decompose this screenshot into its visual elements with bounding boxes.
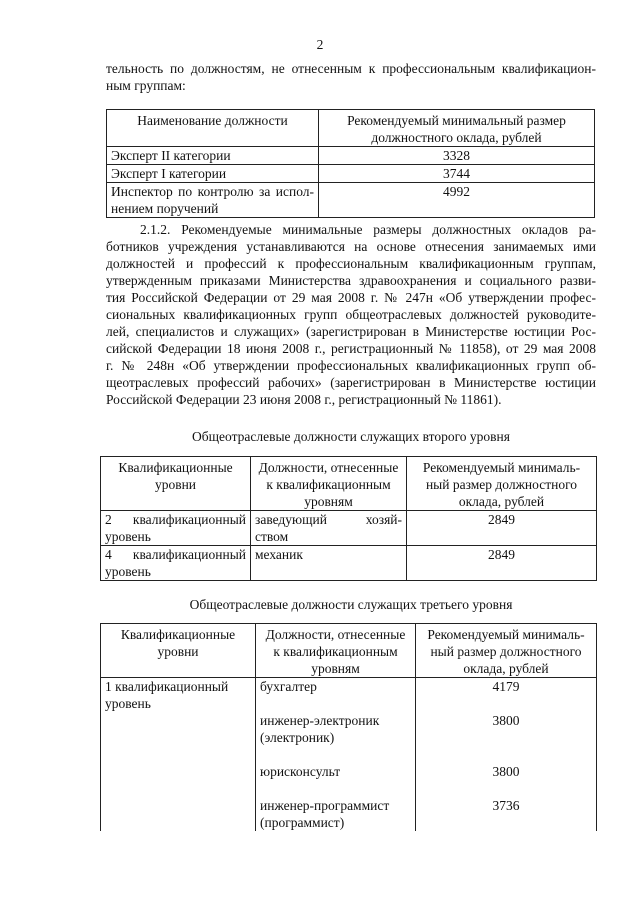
column-header	[101, 624, 256, 678]
table-row	[101, 546, 597, 581]
paragraph-line: ботников учреждения устанавливаются на основе отнесения занимаемых ими	[106, 239, 596, 254]
column-header	[416, 624, 597, 678]
position-cell	[256, 678, 416, 832]
header-line: Квалификационные	[118, 460, 233, 475]
paragraph-line: сиональных квалификационных групп общеотраслевых должностей руководите-	[106, 307, 596, 322]
intro-text	[106, 60, 596, 94]
level-cell	[101, 678, 256, 832]
header-line: оклада, рублей	[463, 661, 549, 676]
column-header: Наименование должности	[107, 110, 319, 147]
table-row	[107, 147, 595, 165]
salary-value: 3800	[492, 764, 520, 779]
table-row	[107, 183, 595, 218]
level-cell	[101, 511, 251, 546]
column-header	[256, 624, 416, 678]
header-line: уровням	[304, 494, 353, 509]
column-header	[251, 457, 407, 511]
cell-line: юрисконсульт	[260, 764, 341, 779]
cell-line: механик	[255, 547, 303, 562]
cell-line: (программист)	[260, 815, 345, 830]
position-cell	[251, 511, 407, 546]
salary-cell: 2849	[407, 546, 597, 581]
paragraph-line: сийской Федерации 18 июня 2008 г., регистрационный № 11858), от 29 мая 2008	[106, 341, 596, 356]
cell-line: бухгалтер	[260, 679, 317, 694]
header-line: уровням	[311, 661, 360, 676]
intro-line: ным группам:	[106, 78, 186, 93]
page-number: 2	[316, 37, 324, 52]
paragraph-line: лей, специалистов и служащих» (зарегистрирован в Министерстве юстиции Рос-	[106, 324, 596, 339]
level-cell	[101, 546, 251, 581]
table-row	[101, 678, 597, 832]
table-row	[107, 165, 595, 183]
header-line: к квалификационным	[273, 644, 398, 659]
paragraph-line: 2.1.2. Рекомендуемые минимальные размеры должностных окладов ра-	[140, 222, 596, 237]
position-cell: Эксперт I категории	[107, 165, 319, 183]
paragraph-line: тия Российской Федерации от 29 мая 2008 г. № 247н «Об утверждении профес-	[106, 290, 596, 305]
body-paragraph	[106, 221, 596, 408]
table-header-row	[101, 457, 597, 511]
table-row	[101, 511, 597, 546]
position-cell	[251, 546, 407, 581]
header-line: Рекомендуемый минималь-	[422, 460, 581, 475]
header-line: Рекомендуемый минималь-	[427, 627, 585, 642]
cell-line: инженер-программист	[260, 798, 390, 813]
header-line: ный размер должностного	[425, 477, 578, 492]
header-line: оклада, рублей	[458, 494, 545, 509]
position-cell	[107, 183, 319, 218]
salary-value: 3736	[492, 798, 520, 813]
cell-line: нением поручений	[111, 201, 219, 216]
section-heading: Общеотраслевые должности служащих третьего уровня	[189, 597, 513, 612]
salary-cell: 2849	[407, 511, 597, 546]
salary-cell: 3744	[319, 165, 595, 183]
salary-value: 4179	[492, 679, 520, 694]
salary-value: 3800	[492, 713, 520, 728]
paragraph-line: утвержденным приказами Министерства здравоохранения и социального разви-	[106, 273, 596, 288]
cell-line: 1 квалификационный	[105, 679, 229, 694]
paragraph-line: г. № 248н «Об утверждении профессиональных квалификационных групп об-	[106, 358, 596, 373]
cell-line: заведующий хозяй-	[255, 512, 402, 527]
salary-cell	[416, 678, 597, 832]
second-level-table	[100, 456, 597, 581]
header-line: уровни	[157, 644, 199, 659]
paragraph-line: щеотраслевых профессий рабочих» (зарегистрирован в Министерстве юстиции	[106, 375, 596, 390]
cell-line: уровень	[105, 564, 151, 579]
column-header: Рекомендуемый минимальный размер должностного оклада, рублей	[319, 110, 595, 147]
header-line: Должности, отнесенные	[265, 627, 406, 642]
cell-line: уровень	[105, 529, 151, 544]
cell-line: 2 квалификационный	[105, 512, 246, 527]
salary-cell: 4992	[319, 183, 595, 218]
salary-cell: 3328	[319, 147, 595, 165]
third-level-table	[100, 623, 597, 831]
paragraph-line: должностей и профессий к профессиональным квалификационным группам,	[106, 256, 596, 271]
header-line: Квалификационные	[120, 627, 236, 642]
position-cell: Эксперт II категории	[107, 147, 319, 165]
cell-line: ством	[255, 529, 289, 544]
column-header	[101, 457, 251, 511]
table-header-row	[101, 624, 597, 678]
cell-line: уровень	[105, 696, 151, 711]
header-line: Должности, отнесенные	[258, 460, 399, 475]
positions-table	[106, 109, 595, 218]
table-header-row	[107, 110, 595, 147]
cell-line: инженер-электроник	[260, 713, 380, 728]
intro-line: тельность по должностям, не отнесенным к профессиональным квалификацион-	[106, 61, 596, 76]
section-heading: Общеотраслевые должности служащих второго уровня	[192, 429, 510, 444]
header-line: ный размер должностного	[430, 644, 582, 659]
column-header	[407, 457, 597, 511]
cell-line: (электроник)	[260, 730, 335, 745]
header-line: уровни	[154, 477, 197, 492]
cell-line: Инспектор по контролю за испол-	[111, 184, 314, 199]
cell-line: 4 квалификационный	[105, 547, 246, 562]
header-line: к квалификационным	[266, 477, 391, 492]
paragraph-line: Российской Федерации 23 июня 2008 г., регистрационный № 11861).	[106, 392, 502, 407]
